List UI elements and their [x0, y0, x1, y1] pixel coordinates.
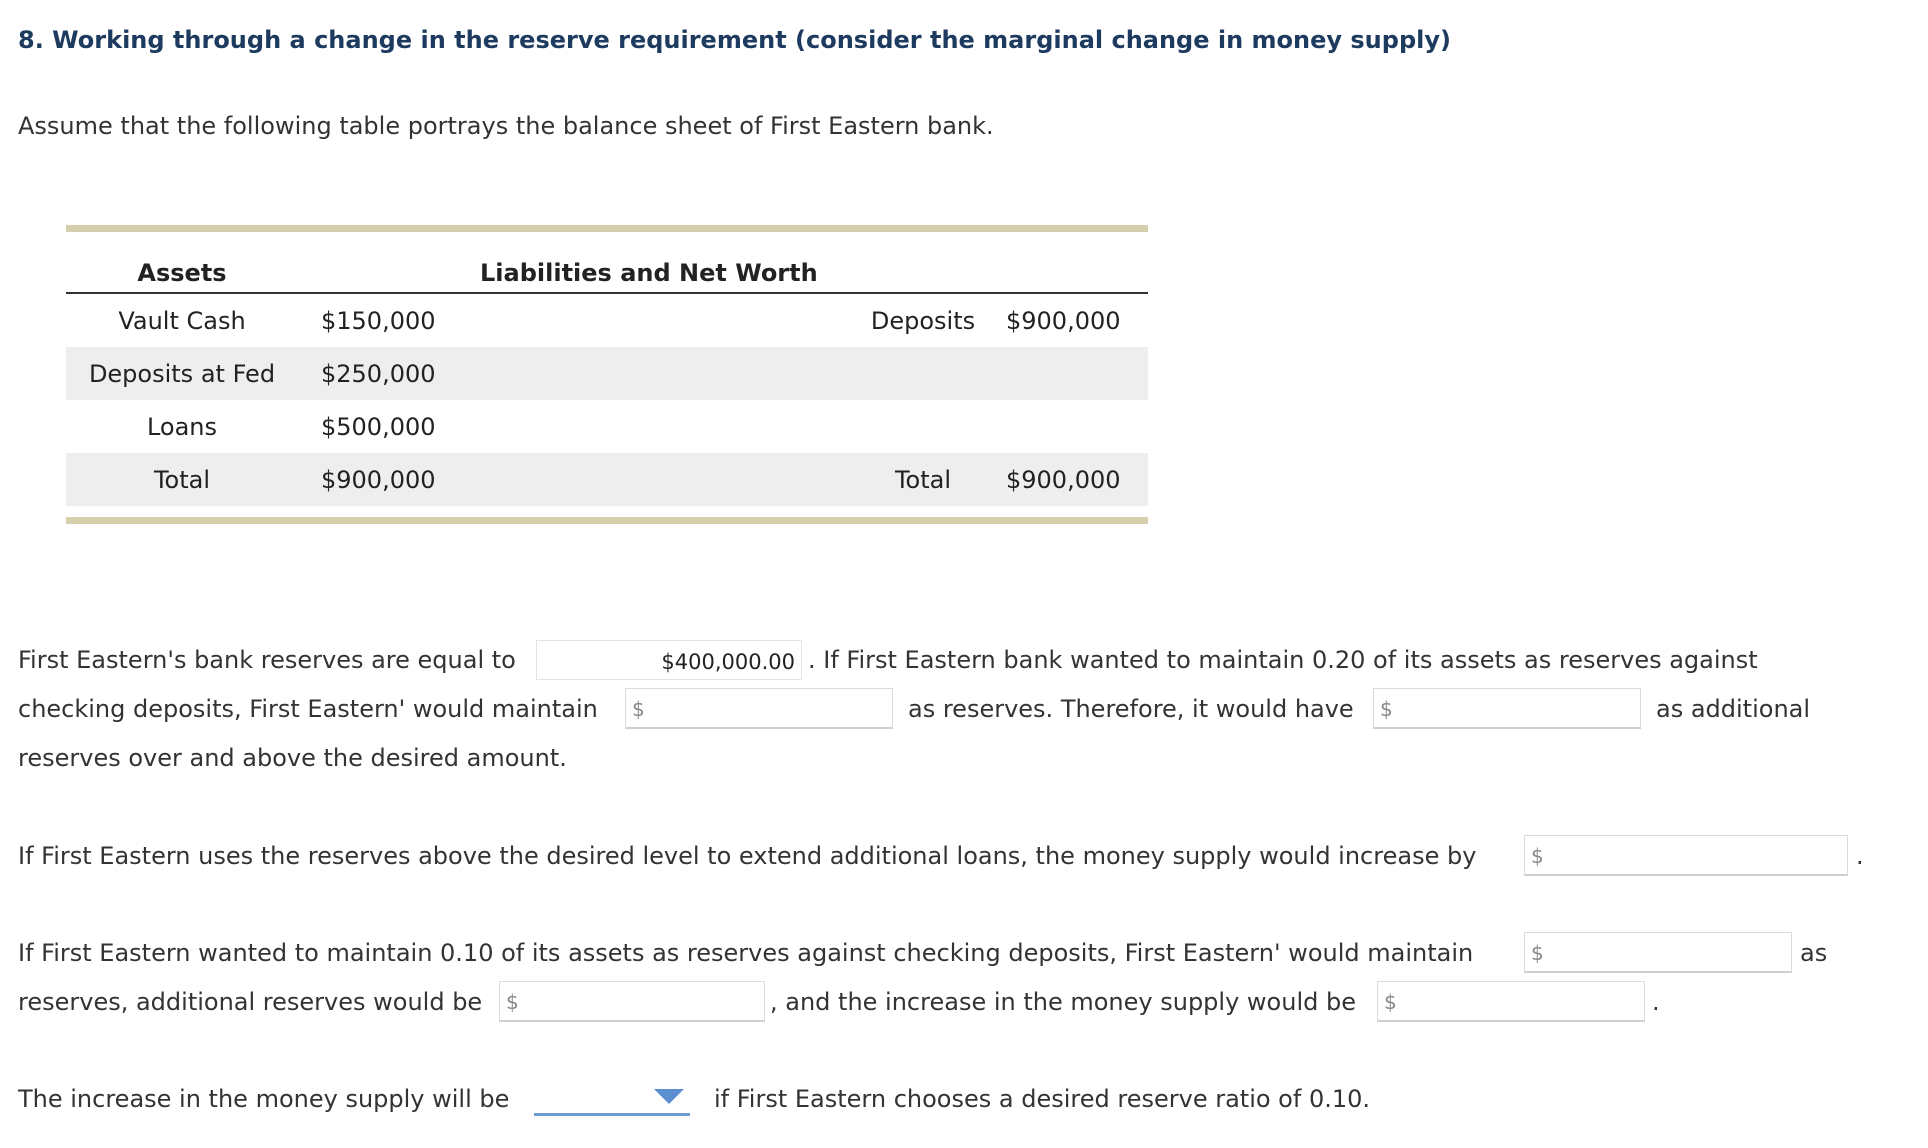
para4-text2: if First Eastern chooses a desired reserve ratio of 0.10.: [714, 1085, 1371, 1113]
para1-text4: as reserves. Therefore, it would have: [908, 695, 1354, 723]
table-row: [66, 400, 1148, 453]
para3-text5: .: [1652, 988, 1660, 1016]
liability-label: Total: [894, 466, 952, 494]
para3-text2: as: [1800, 939, 1828, 967]
para1-text5: as additional: [1656, 695, 1811, 723]
bank-reserves-field[interactable]: [536, 640, 802, 680]
bank-reserves-value: $400,000.00: [661, 650, 795, 674]
liability-value: $900,000: [1006, 307, 1121, 335]
asset-value: $150,000: [321, 307, 436, 335]
required-reserves-input-010[interactable]: [1524, 932, 1792, 973]
para1-text6: reserves over and above the desired amount.: [18, 744, 567, 772]
table-row: [66, 294, 1148, 347]
excess-reserves-input-020[interactable]: [1373, 688, 1641, 729]
para1-text2: . If First Eastern bank wanted to maintain 0.20 of its assets as reserves against: [808, 646, 1758, 674]
asset-label: Vault Cash: [118, 307, 246, 335]
table-bottom-border: [66, 517, 1148, 524]
liability-label: Deposits: [870, 307, 976, 335]
para3-text4: , and the increase in the money supply would be: [770, 988, 1356, 1016]
dollar-sign: $: [1531, 941, 1544, 965]
money-supply-comparison-dropdown[interactable]: [534, 1075, 690, 1116]
liability-value: $900,000: [1006, 466, 1121, 494]
additional-reserves-input-010[interactable]: [499, 981, 765, 1022]
dollar-sign: $: [1380, 697, 1393, 721]
asset-label: Total: [153, 466, 211, 494]
table-top-border: [66, 225, 1148, 232]
asset-value: $250,000: [321, 360, 436, 388]
asset-label: Deposits at Fed: [88, 360, 276, 388]
para1-text1: First Eastern's bank reserves are equal to: [18, 646, 516, 674]
asset-value: $900,000: [321, 466, 436, 494]
asset-value: $500,000: [321, 413, 436, 441]
table-row: [66, 347, 1148, 400]
chevron-down-icon: [654, 1089, 684, 1104]
dollar-sign: $: [1531, 844, 1544, 868]
para4-text1: The increase in the money supply will be: [18, 1085, 510, 1113]
balance-sheet-table: [66, 225, 1148, 524]
header-liabilities: Liabilities and Net Worth: [480, 259, 818, 287]
para2-text1: If First Eastern uses the reserves above the desired level to extend additional loans, the money supply would increase by: [18, 842, 1477, 870]
para1-text3: checking deposits, First Eastern' would maintain: [18, 695, 598, 723]
money-supply-increase-input-010[interactable]: [1377, 981, 1645, 1022]
table-header: [66, 232, 1148, 294]
para2-text2: .: [1856, 842, 1864, 870]
header-assets: Assets: [137, 259, 227, 287]
dollar-sign: $: [506, 990, 519, 1014]
question-title: 8. Working through a change in the reserve requirement (consider the marginal change in money supply): [18, 26, 1451, 54]
table-row: [66, 453, 1148, 506]
para3-text3: reserves, additional reserves would be: [18, 988, 483, 1016]
required-reserves-input-020[interactable]: [625, 688, 893, 729]
para3-text1: If First Eastern wanted to maintain 0.10 of its assets as reserves against checking deposits, First Eastern' would maintain: [18, 939, 1474, 967]
money-supply-increase-input-020[interactable]: [1524, 835, 1848, 876]
asset-label: Loans: [146, 413, 218, 441]
question-intro: Assume that the following table portrays the balance sheet of First Eastern bank.: [18, 112, 994, 140]
dollar-sign: $: [1384, 990, 1397, 1014]
dollar-sign: $: [632, 697, 645, 721]
